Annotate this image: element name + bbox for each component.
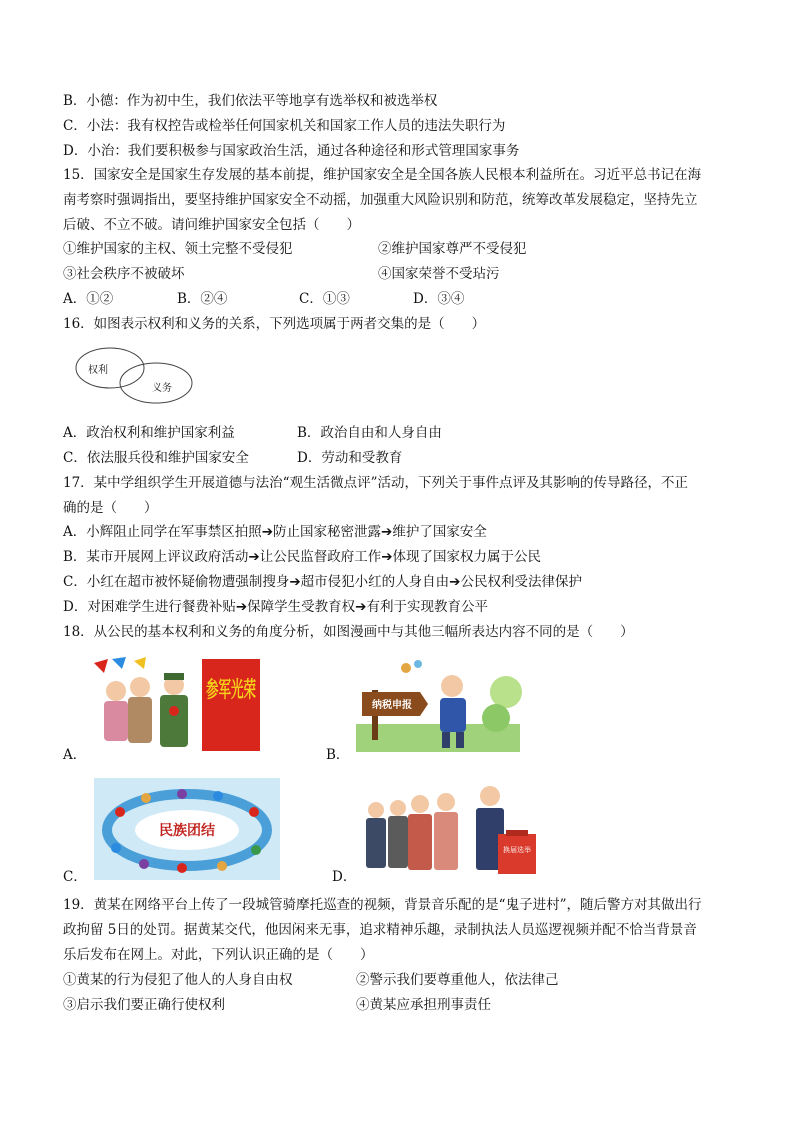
venn-label-duties: 义务 bbox=[152, 383, 172, 394]
soldier-uniform bbox=[160, 695, 188, 747]
venn-diagram bbox=[72, 344, 196, 406]
cartoon-election-image bbox=[362, 778, 542, 880]
red-flower-icon bbox=[169, 706, 179, 716]
unity-text: 民族团结 bbox=[159, 823, 215, 839]
q15-statement-3: ③社会秩序不被破坏 bbox=[63, 266, 185, 282]
q16-option-d: D．劳动和受教育 bbox=[297, 450, 403, 466]
cartoon-join-army-image bbox=[94, 655, 295, 755]
q17-option-c: C．小红在超市被怀疑偷物遭强制搜身➔超市侵犯小红的人身自由➔公民权利受法律保护 bbox=[63, 574, 582, 590]
q15-statement-1: ①维护国家的主权、领土完整不受侵犯 bbox=[63, 241, 293, 257]
q15-stem-line2: 南考察时强调指出，要坚持维护国家安全不动摇，加强重大风险识别和防范，统筹改革发展稳定，坚持先立 bbox=[63, 192, 698, 208]
q15-stem-line3: 后破、不立不破。请问维护国家安全包括（ ） bbox=[63, 217, 360, 233]
q14-option-b: B．小德：作为初中生，我们依法平等地享有选举权和被选举权 bbox=[63, 93, 438, 109]
q19-stem-line1: 19．黄某在网络平台上传了一段城管骑摩托巡查的视频，背景音乐配的是“鬼子进村”，随后警方对其做出行 bbox=[63, 897, 702, 913]
q18-option-c-label: C． bbox=[63, 869, 87, 885]
signpost-text: 纳税申报 bbox=[372, 700, 412, 711]
cartoon-ethnic-unity-image bbox=[94, 778, 280, 880]
q15-stem-line1: 15．国家安全是国家生存发展的基本前提，维护国家安全是全国各族人民根本利益所在。习近平总书记在海 bbox=[63, 167, 702, 183]
q18-option-a-label: A． bbox=[63, 747, 87, 763]
q19-statement-3: ③启示我们要正确行使权利 bbox=[63, 997, 225, 1013]
q16-option-c: C．依法服兵役和维护国家安全 bbox=[63, 450, 249, 466]
ballot-box-text: 换届选举 bbox=[503, 846, 531, 854]
q19-statement-1: ①黄某的行为侵犯了他人的人身自由权 bbox=[63, 972, 293, 988]
q19-statement-2: ②警示我们要尊重他人，依法律己 bbox=[356, 972, 559, 988]
banner-text: 参军光荣 bbox=[206, 678, 295, 703]
q19-stem-line3: 乐后发布在网上。对此，下列认识正确的是（ ） bbox=[63, 947, 374, 963]
q15-option-b: B．②④ bbox=[177, 291, 228, 307]
red-banner bbox=[202, 659, 295, 751]
q16-option-b: B．政治自由和人身自由 bbox=[297, 425, 442, 441]
q16-stem: 16．如图表示权利和义务的关系，下列选项属于两者交集的是（ ） bbox=[63, 316, 486, 332]
cartoon-tax-declaration-image bbox=[356, 652, 520, 752]
q14-option-d: D．小治：我们要积极参与国家政治生活，通过各种途径和形式管理国家事务 bbox=[63, 143, 520, 159]
man-head bbox=[441, 675, 463, 697]
q17-option-d: D．对困难学生进行餐费补贴➔保障学生受教育权➔有利于实现教育公平 bbox=[63, 599, 488, 615]
q19-stem-line2: 政拘留 5日的处罚。据黄某交代，他因闲来无事，追求精神乐趣，录制执法人员巡逻视频并配不恰当背景音 bbox=[63, 922, 697, 938]
q17-option-a: A．小辉阻止同学在军事禁区拍照➔防止国家秘密泄露➔维护了国家安全 bbox=[63, 524, 487, 540]
q19-statement-4: ④黄某应承担刑事责任 bbox=[356, 997, 491, 1013]
man-suit bbox=[440, 698, 466, 732]
q15-statement-2: ②维护国家尊严不受侵犯 bbox=[378, 241, 527, 257]
q15-option-c: C．①③ bbox=[299, 291, 350, 307]
elder-man-head bbox=[130, 677, 150, 697]
q17-stem-line2: 确的是（ ） bbox=[63, 500, 158, 516]
q14-option-c: C．小法：我有权控告或检举任何国家机关和国家工作人员的违法失职行为 bbox=[63, 118, 506, 134]
q16-option-a: A．政治权利和维护国家利益 bbox=[63, 425, 235, 441]
venn-label-rights: 权利 bbox=[88, 365, 108, 376]
q18-option-d-label: D． bbox=[332, 869, 357, 885]
voter-head bbox=[480, 786, 500, 806]
q17-stem-line1: 17．某中学组织学生开展道德与法治“观生活微点评”活动，下列关于事件点评及其影响的传导路径，不正 bbox=[63, 475, 688, 491]
elder-woman-head bbox=[106, 681, 126, 701]
q18-option-b-label: B． bbox=[326, 747, 350, 763]
q15-option-d: D．③④ bbox=[413, 291, 465, 307]
q15-option-a: A．①② bbox=[63, 291, 114, 307]
q18-stem: 18．从公民的基本权利和义务的角度分析，如图漫画中与其他三幅所表达内容不同的是（ ） bbox=[63, 624, 634, 640]
ballot-box bbox=[498, 834, 536, 874]
q17-option-b: B．某市开展网上评议政府活动➔让公民监督政府工作➔体现了国家权力属于公民 bbox=[63, 549, 542, 565]
q15-statement-4: ④国家荣誉不受玷污 bbox=[378, 266, 500, 282]
venn-circle-rights bbox=[76, 348, 144, 388]
